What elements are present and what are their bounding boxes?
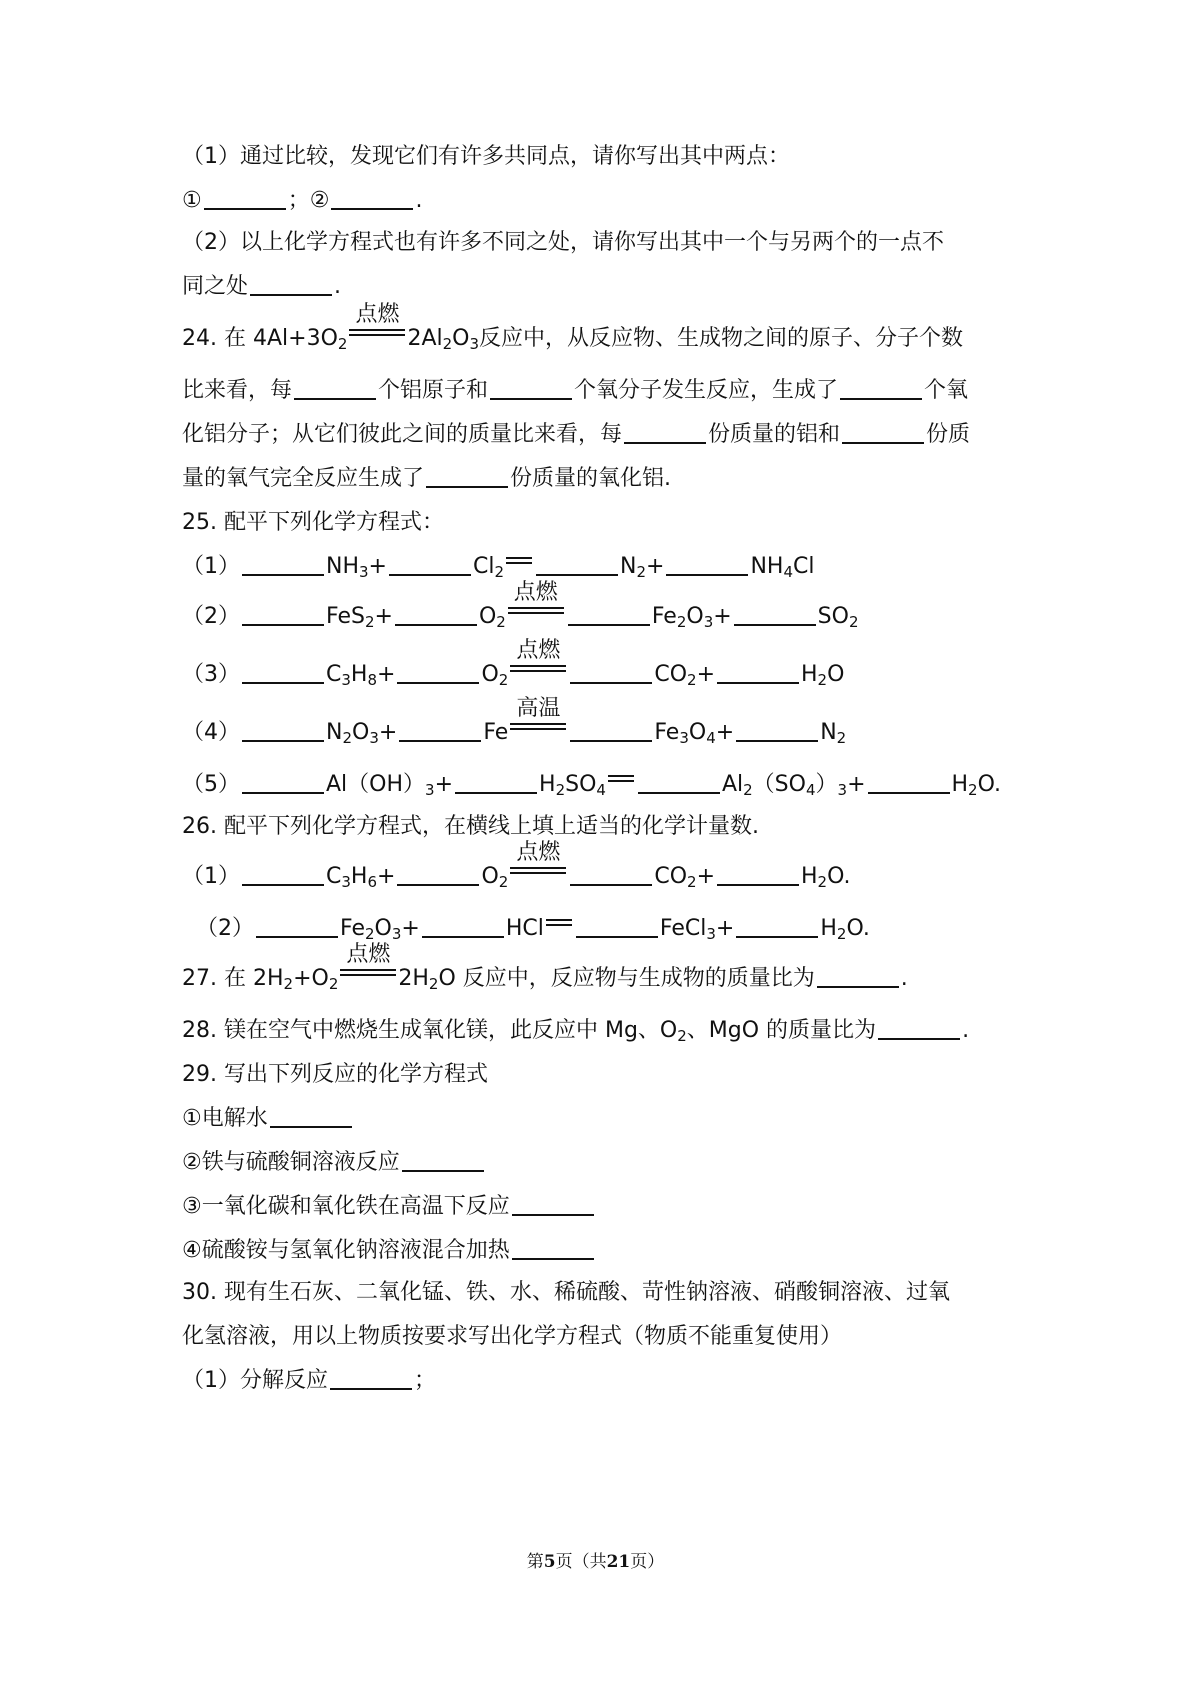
answer-blank[interactable] xyxy=(331,208,413,210)
coefficient-blank[interactable] xyxy=(570,740,652,742)
q23-part1: （1）通过比较，发现它们有许多共同点，请你写出其中两点： xyxy=(182,144,790,169)
reaction-condition-arrow: 点燃 xyxy=(508,607,564,617)
equals-sign xyxy=(546,919,572,929)
coefficient-blank[interactable] xyxy=(455,792,537,794)
coefficient-blank[interactable] xyxy=(717,884,799,886)
answer-blank[interactable] xyxy=(512,1258,594,1260)
coefficient-blank[interactable] xyxy=(638,792,720,794)
coefficient-blank[interactable] xyxy=(576,936,658,938)
q25-eq5: （5） $Al(OH)_3+ H_2SO_4$ $Al_2(SO_4)_3+ H_2O$. xyxy=(182,772,1002,799)
coefficient-blank[interactable] xyxy=(256,936,338,938)
q29-item: ④硫酸铵与氢氧化钠溶液混合加热 xyxy=(182,1234,596,1268)
q30-line1: 30. 现有生石灰、二氧化锰、铁、水、稀硫酸、苛性钠溶液、硝酸铜溶液、过氧 xyxy=(182,1280,950,1305)
answer-blank[interactable] xyxy=(624,442,706,444)
coefficient-blank[interactable] xyxy=(536,574,618,576)
coefficient-blank[interactable] xyxy=(389,574,471,576)
coefficient-blank[interactable] xyxy=(736,936,818,938)
coefficient-blank[interactable] xyxy=(570,682,652,684)
reaction-condition-arrow: 点燃 xyxy=(510,665,566,675)
q30-line2: 化氢溶液，用以上物质按要求写出化学方程式（物质不能重复使用） xyxy=(182,1324,843,1349)
coefficient-blank[interactable] xyxy=(242,624,324,626)
page-footer: 第5页（共21页） xyxy=(526,1552,665,1572)
q25-eq2: （2） $FeS_2+ O_2$ 点燃 $Fe_2O_3+ SO_2$ xyxy=(182,580,859,631)
coefficient-blank[interactable] xyxy=(397,682,479,684)
q29-item: ③一氧化碳和氧化铁在高温下反应 xyxy=(182,1190,596,1224)
coefficient-blank[interactable] xyxy=(242,884,324,886)
q24-line2: 比来看，每 个铝原子和 个氧分子发生反应，生成了 个氧 xyxy=(182,378,969,403)
q27: 27. 在 $2H_2+O_2$ 点燃 $2H_2O$ 反应中，反应物与生成物的质量比为 . xyxy=(182,942,908,993)
coefficient-blank[interactable] xyxy=(399,740,481,742)
answer-blank[interactable] xyxy=(817,986,899,988)
coefficient-blank[interactable] xyxy=(242,574,324,576)
q24-line4: 量的氧气完全反应生成了 份质量的氧化铝. xyxy=(182,466,672,491)
answer-blank[interactable] xyxy=(426,486,508,488)
q29-item: ①电解水 xyxy=(182,1102,354,1136)
reaction-condition-arrow: 点燃 xyxy=(349,329,405,339)
answer-blank[interactable] xyxy=(842,442,924,444)
q25-title: 25. 配平下列化学方程式： xyxy=(182,510,444,535)
coefficient-blank[interactable] xyxy=(242,740,324,742)
q26-eq1: （1） $C_3H_6+ O_2$ 点燃 $CO_2+ H_2O$. xyxy=(182,840,851,891)
q23-part2: （2）以上化学方程式也有许多不同之处，请你写出其中一个与另两个的一点不 xyxy=(182,230,944,255)
q24-line3: 化铝分子；从它们彼此之间的质量比来看，每 份质量的铝和 份质 xyxy=(182,422,971,447)
coefficient-blank[interactable] xyxy=(570,884,652,886)
q29-item: ②铁与硫酸铜溶液反应 xyxy=(182,1146,486,1180)
q28: 28. 镁在空气中燃烧生成氧化镁，此反应中 Mg、$O_2$、MgO 的质量比为 . xyxy=(182,1018,970,1045)
coefficient-blank[interactable] xyxy=(734,624,816,626)
q26-title: 26. 配平下列化学方程式，在横线上填上适当的化学计量数. xyxy=(182,814,759,839)
coefficient-blank[interactable] xyxy=(736,740,818,742)
q25-eq1: （1） $NH_3+ Cl_2$ $N_2+ NH_4Cl$ xyxy=(182,554,815,581)
coefficient-blank[interactable] xyxy=(868,792,950,794)
answer-blank[interactable] xyxy=(204,208,286,210)
reaction-condition-arrow: 高温 xyxy=(510,723,566,733)
answer-blank[interactable] xyxy=(878,1038,960,1040)
answer-blank[interactable] xyxy=(270,1126,352,1128)
coefficient-blank[interactable] xyxy=(397,884,479,886)
answer-blank[interactable] xyxy=(250,294,332,296)
q23-part2-cont: 同之处 . xyxy=(182,274,342,299)
answer-blank[interactable] xyxy=(402,1170,484,1172)
reaction-condition-arrow: 点燃 xyxy=(510,867,566,877)
coefficient-blank[interactable] xyxy=(242,792,324,794)
coefficient-blank[interactable] xyxy=(717,682,799,684)
coefficient-blank[interactable] xyxy=(422,936,504,938)
answer-blank[interactable] xyxy=(512,1214,594,1216)
coefficient-blank[interactable] xyxy=(395,624,477,626)
coefficient-blank[interactable] xyxy=(242,682,324,684)
equals-sign xyxy=(506,557,532,567)
equals-sign xyxy=(608,775,634,785)
q23-answers: ① ；② . xyxy=(182,188,423,213)
answer-blank[interactable] xyxy=(294,398,376,400)
answer-blank[interactable] xyxy=(330,1388,412,1390)
coefficient-blank[interactable] xyxy=(568,624,650,626)
q30-line3: （1）分解反应 ； xyxy=(182,1368,437,1393)
q24-line1: 24. 在 $4Al+3O_2$ 点燃 $2Al_2O_3$反应中，从反应物、生成物之间的原子、分子个数 xyxy=(182,302,964,353)
q29-title: 29. 写出下列反应的化学方程式 xyxy=(182,1062,488,1087)
answer-blank[interactable] xyxy=(490,398,572,400)
q26-eq2: （2） $Fe_2O_3+$ HCl FeCl$_3$+ $H_2O$. xyxy=(196,916,870,943)
reaction-condition-arrow: 点燃 xyxy=(340,969,396,979)
q25-eq3: （3） $C_3H_8+ O_2$ 点燃 $CO_2+ H_2O$ xyxy=(182,638,845,689)
answer-blank[interactable] xyxy=(840,398,922,400)
q25-eq4: （4） $N_2O_3+ Fe$ 高温 $Fe_3O_4+ N_2$ xyxy=(182,696,847,747)
coefficient-blank[interactable] xyxy=(666,574,748,576)
